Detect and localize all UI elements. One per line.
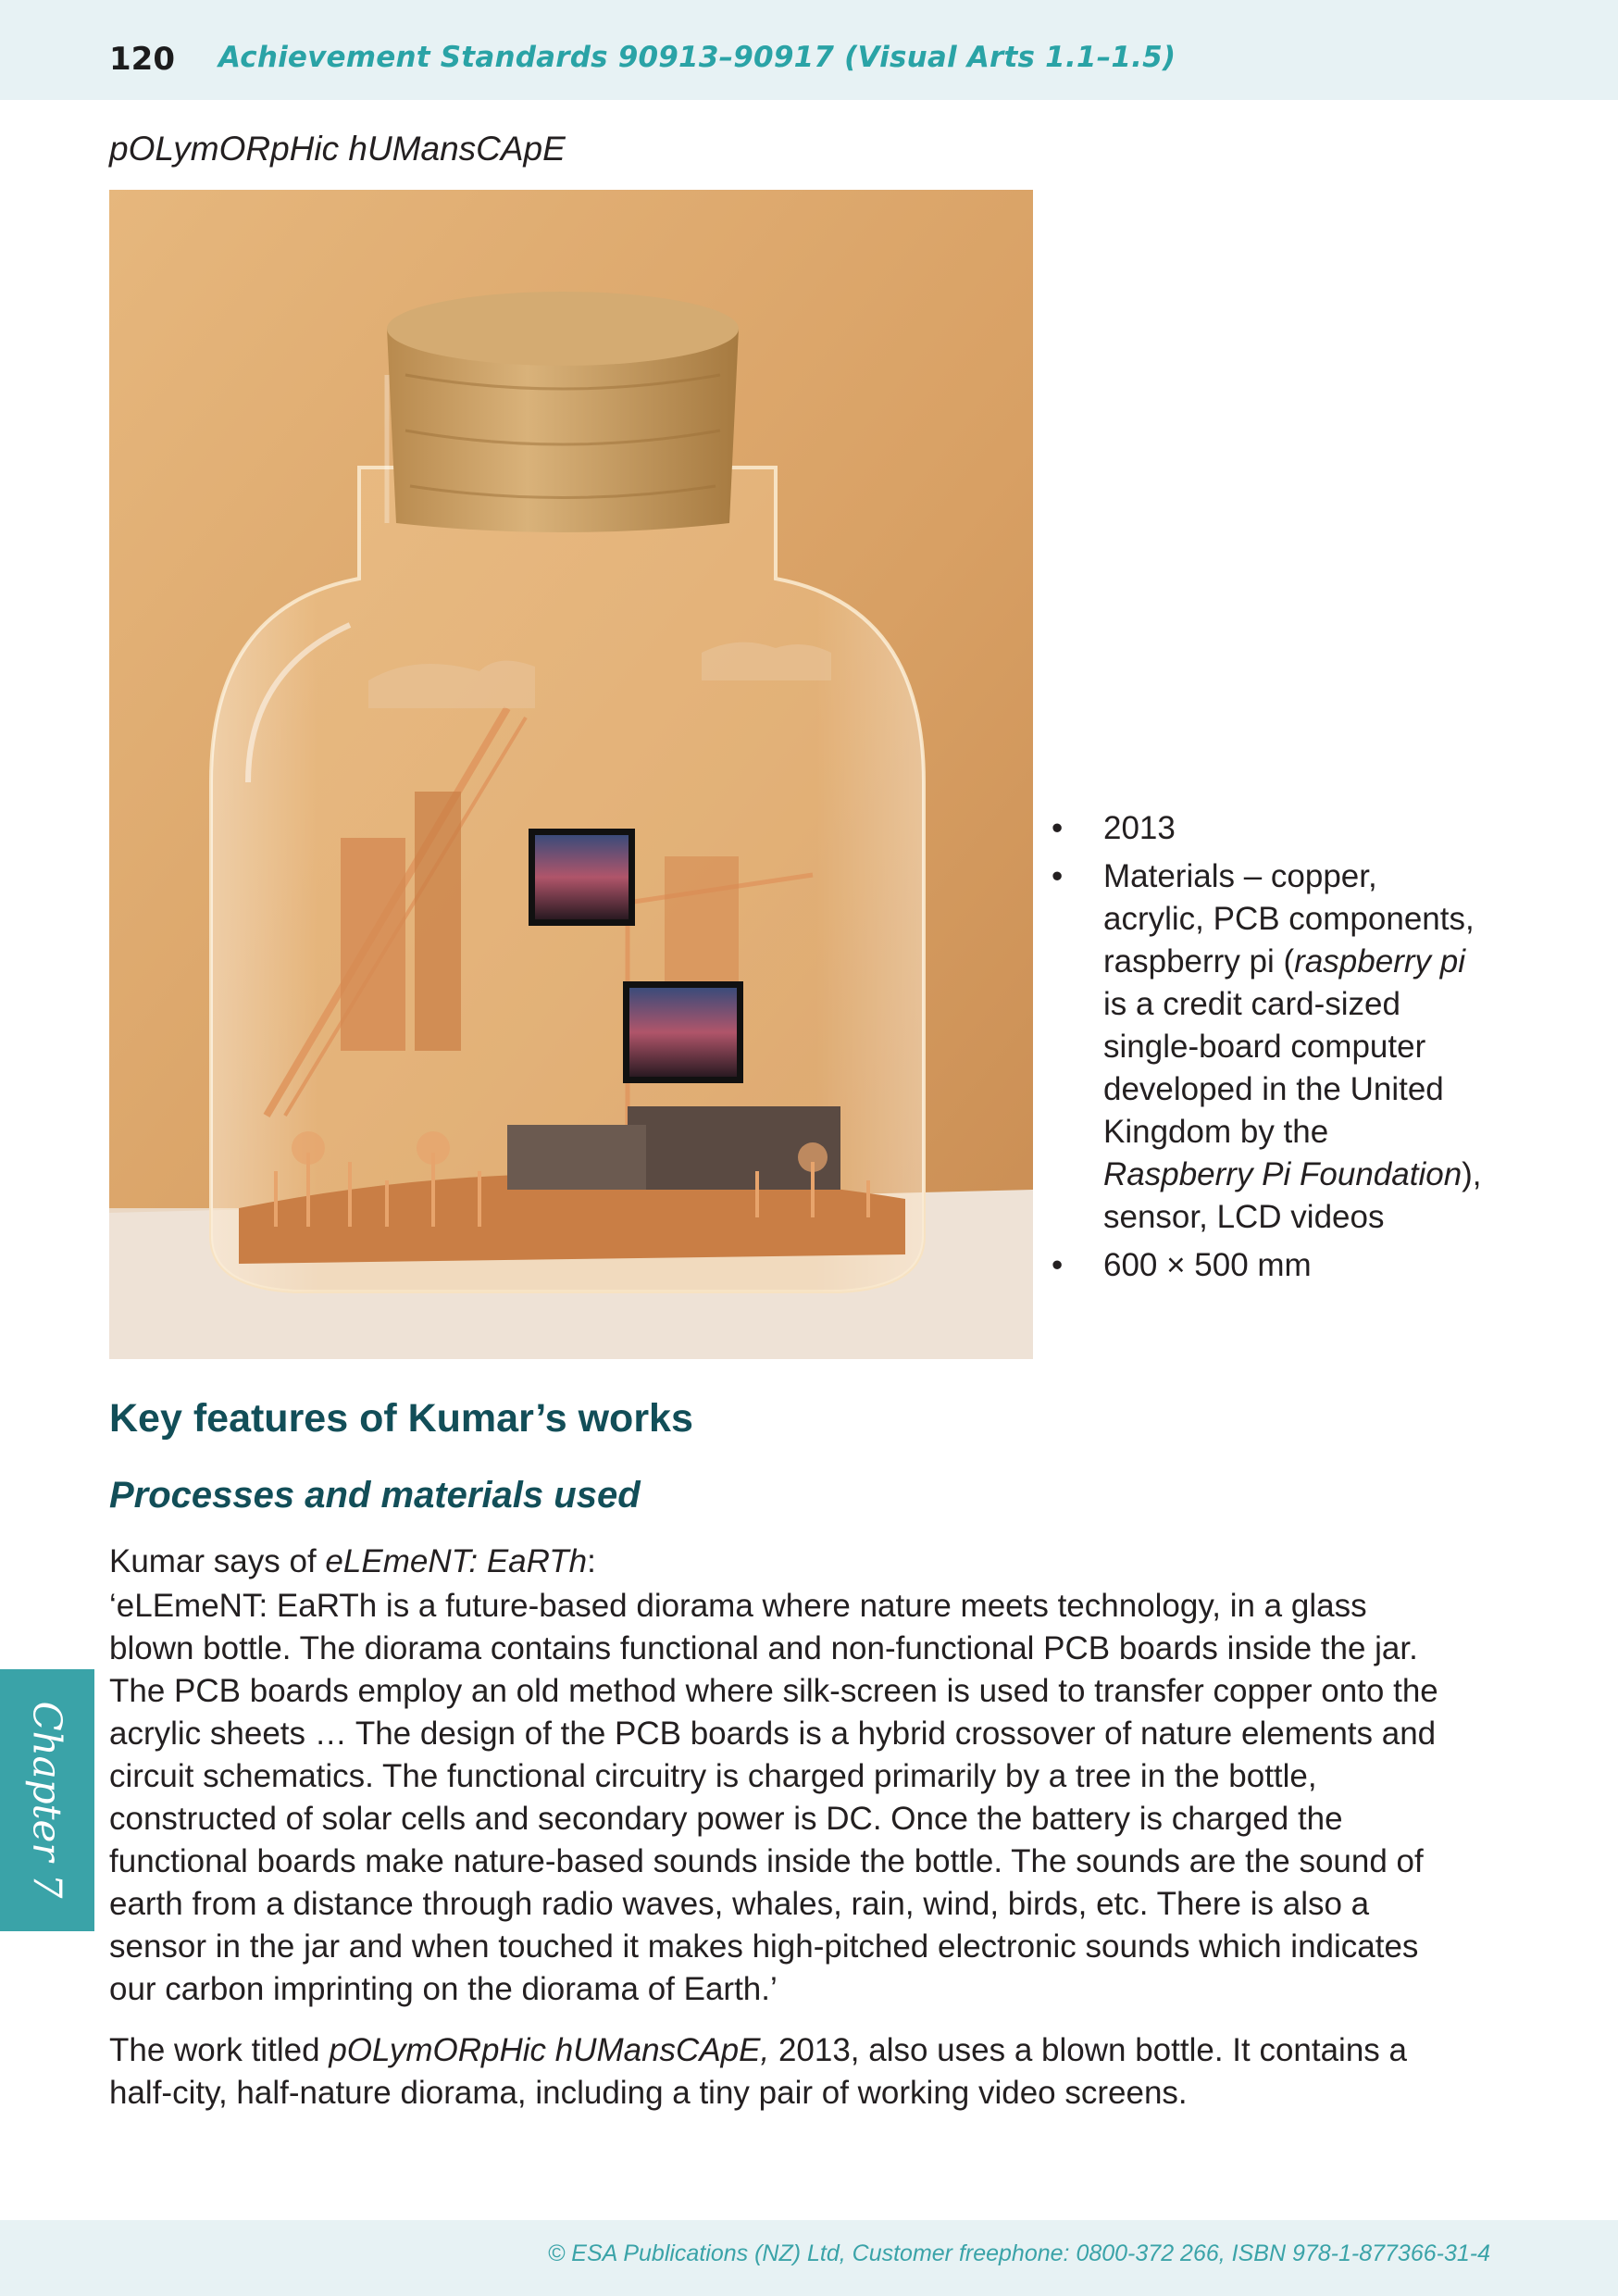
footer-copyright: © ESA Publications (NZ) Ltd, Customer freephone: 0800-372 266, ISBN 978-1-877366-31-4 bbox=[547, 2240, 1490, 2266]
spec-materials: • Materials – copper, acrylic, PCB components, raspberry pi (raspberry pi is a credit card-sized single-board computer developed in the United Kingdom by the Raspberry Pi Foundation), sensor, LCD videos bbox=[1052, 858, 1482, 1235]
artwork-photo bbox=[109, 190, 1033, 1359]
intro-line: Kumar says of eLEmeNT: EaRTh: bbox=[109, 1543, 596, 1579]
artwork-specs-list bbox=[1048, 807, 1483, 1292]
page-number: 120 bbox=[109, 41, 175, 78]
closing-paragraph: The work titled pOLymORpHic hUMansCApE, 2013, also uses a blown bottle. It contains a half-city, half-nature diorama, including a tiny pair of working video screens. bbox=[109, 2032, 1407, 2111]
section-subheading: Processes and materials used bbox=[109, 1475, 641, 1516]
spec-year: • 2013 bbox=[1052, 810, 1176, 846]
spec-dimensions: • 600 × 500 mm bbox=[1052, 1247, 1312, 1283]
artist-quote: ‘eLEmeNT: EaRTh is a future-based diorama where nature meets technology, in a glass blown bottle. The diorama contains functional and non-functional PCB boards inside the jar. The PCB boards employ an old method where silk-screen is used to transfer copper onto the acrylic sheets … The design of the PCB boards is a hybrid crossover of nature elements and circuit schematics. The functional circuitry is charged primarily by a tree in the bottle, constructed of solar cells and secondary power is DC. Once the battery is charged the functional boards make nature-based sounds inside the bottle. The sounds are the sound of earth from a distance through radio waves, whales, rain, wind, birds, etc. There is also a sensor in the jar and when touched it makes high-pitched electronic sounds which indicates our carbon imprinting on the diorama of Earth.’ bbox=[109, 1588, 1438, 2007]
section-heading: Key features of Kumar’s works bbox=[109, 1396, 693, 1441]
figure-title: pOLymORpHic hUMansCApE bbox=[109, 130, 566, 168]
chapter-tab bbox=[0, 1669, 94, 1931]
chapter-tab-label: Chapter 7 bbox=[24, 1701, 70, 1899]
glass-jar-diorama-illustration bbox=[109, 190, 1033, 1359]
running-head: Achievement Standards 90913–90917 (Visual Arts 1.1–1.5) bbox=[218, 41, 1176, 74]
